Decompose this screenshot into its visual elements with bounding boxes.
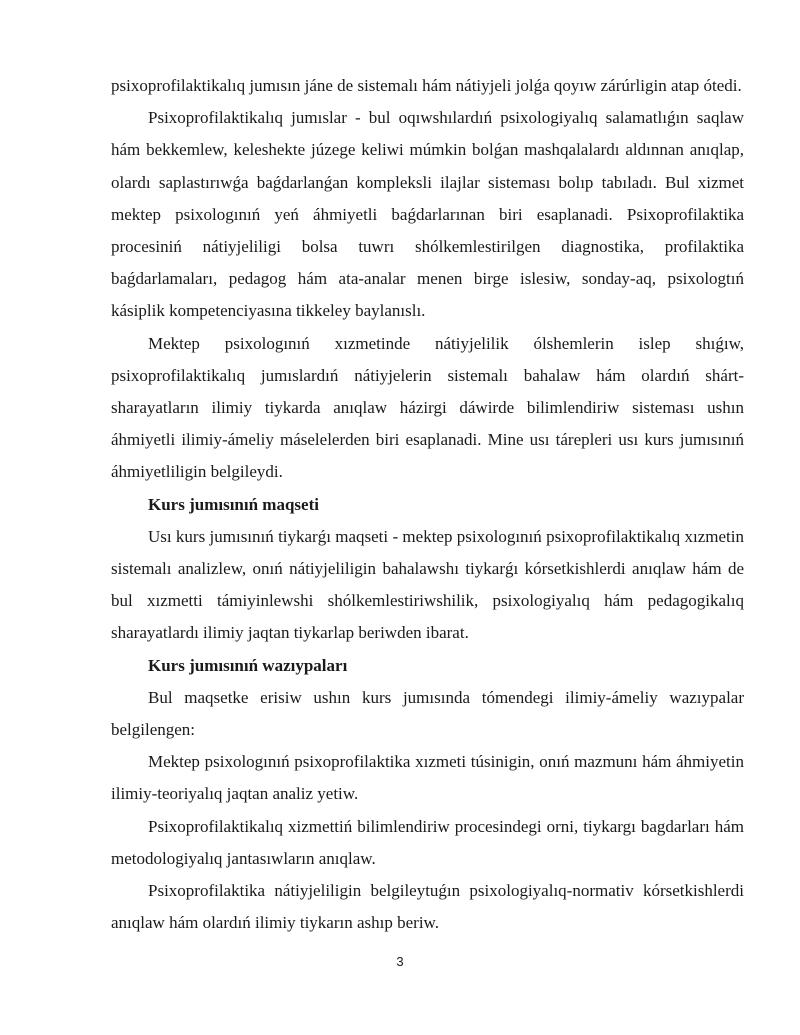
paragraph-task-2: Psixoprofilaktikalıq xizmettiń bilimlendiriw procesindegi orni, tiykargı bagdarları hám metodologiyalıq jantasıwların anıqlaw.	[111, 816, 744, 868]
paragraph-effectiveness-criteria: Mektep psixologınıń xızmetinde nátiyjelilik ólshemlerin islep shıǵıw, psixoprofilaktikalıq jumıslardıń nátiyjelerin sistemalı bahalaw hám olardıń shárt-sharayatların ilimiy tiykarda anıqlaw házirgi dáwirde bilimlendiriw sisteması ushın áhmiyetli ilimiy-ámeliy máselelerden biri esaplanadi. Mine usı tárepleri usı kurs jumısınıń áhmiyetliligin belgileydi.	[111, 333, 744, 482]
heading-course-goal: Kurs jumısınıń maqseti	[148, 494, 319, 514]
paragraph-psychoprophylaxis-definition: Psixoprofilaktikalıq jumıslar - bul oqıwshılardıń psixologiyalıq salamatlıǵın saqlaw hám bekkemlew, keleshekte júzege keliwi múmkin bolǵan mashqalalardı aldınnan anıqlap, olardı saplastırıwǵa baǵdarlanǵan kompleksli ilajlar sisteması bolıp tabıladı. Bul xizmet mektep psixologınıń yeń áhmiyetli baǵdarlarınan biri esaplanadi. Psixoprofilaktika procesiniń nátiyjeliligi bolsa tuwrı shólkemlestirilgen diagnostika, profilaktika baǵdarlamaları, pedagog hám ata-analar menen birge islesiw, sonday-aq, psixologtıń kásiplik kompetenciyasına tikkeley baylanıslı.	[111, 108, 744, 321]
paragraph-task-1: Mektep psixologınıń psixoprofilaktika xızmeti túsinigin, onıń mazmunı hám áhmiyetin ilimiy-teoriyalıq jaqtan analiz yetiw.	[111, 752, 744, 804]
paragraph-tasks-intro: Bul maqsetke erisiw ushın kurs jumısında tómendegi ilimiy-ámeliy wazıypalar belgilengen:	[111, 687, 744, 740]
paragraph-task-3: Psixoprofilaktika nátiyjeliligin belgileytuǵın psixologiyalıq-normativ kórsetkishlerdi anıqlaw hám olardıń ilimiy tiykarın ashıp beriw.	[111, 881, 744, 933]
paragraph-course-goal: Usı kurs jumısınıń tiykarǵı maqseti - mektep psixologınıń psixoprofilaktikalıq xızmetin sistemalı analizlew, onıń nátiyjeliligin bahalawshı tiykarǵı kórsetkishlerdi anıqlaw hám de bul xızmetti támiyinlewshi shólkemlestiriwshilik, psixologiyalıq hám pedagogikalıq sharayatlardı ilimiy jaqtan tiykarlap beriwden ibarat.	[111, 526, 744, 643]
paragraph-continuation: psixoprofilaktikalıq jumısın jáne de sistemalı hám nátiyjeli jolǵa qoyıw zárúrligin atap ótedi.	[111, 76, 742, 95]
page-number: 3	[396, 954, 404, 969]
heading-course-tasks: Kurs jumısınıń wazıypaları	[148, 655, 348, 675]
document-page	[111, 70, 744, 939]
